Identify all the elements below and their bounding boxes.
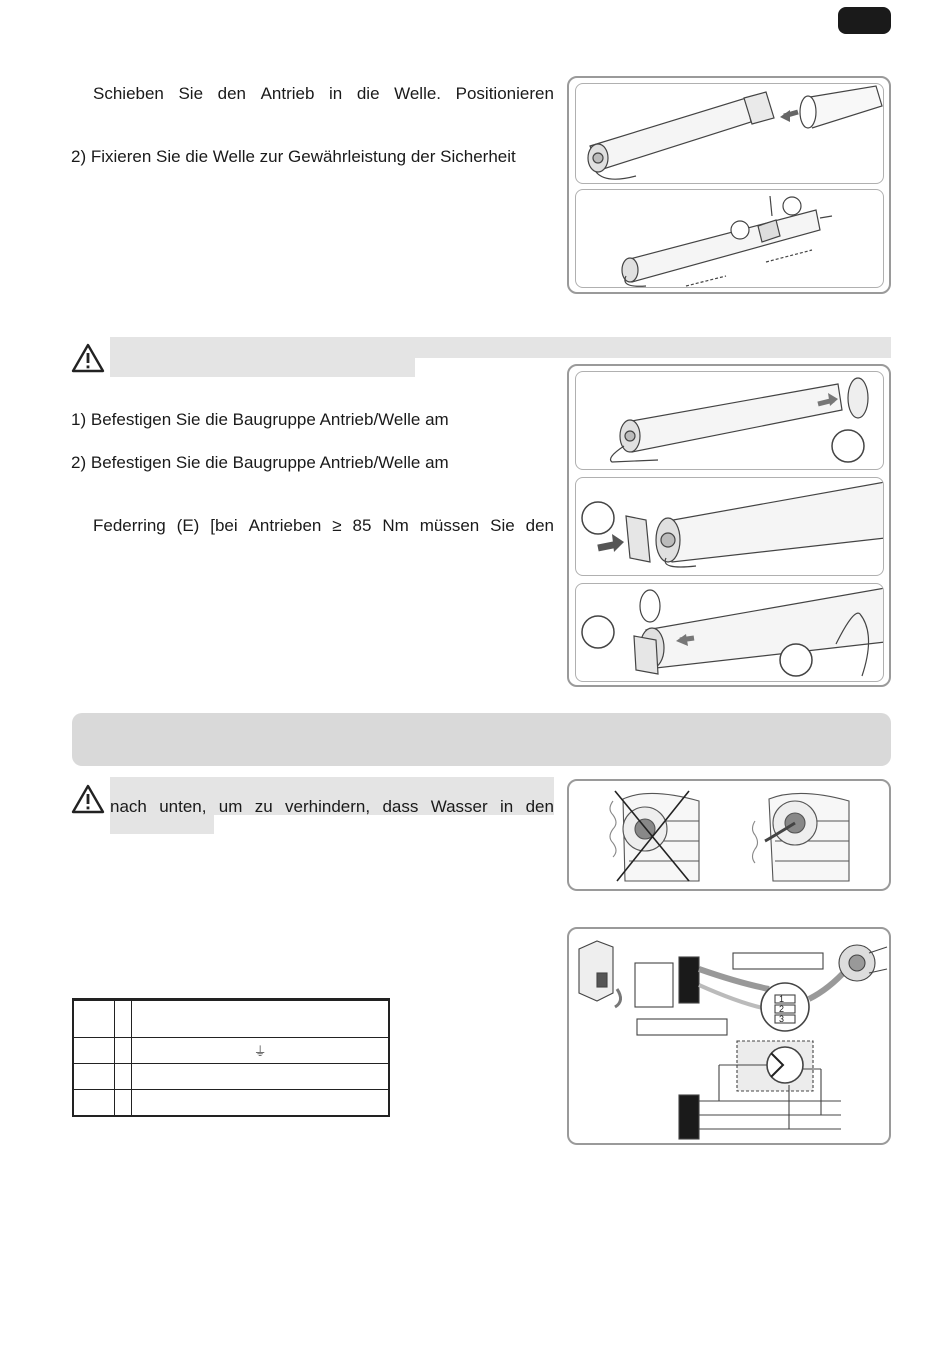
figure-panel-insertion: [567, 76, 891, 294]
word: Federring: [93, 516, 166, 535]
terminal-label: 3: [779, 1014, 785, 1024]
word: Nm: [382, 516, 409, 535]
figure-shaft-fixing: [575, 189, 884, 288]
word: die: [356, 84, 380, 103]
section1-line1: [93, 84, 554, 104]
table-cell: [73, 1000, 114, 1038]
word: Wasser: [430, 797, 488, 816]
word: ≥: [332, 516, 342, 535]
figure-bracket: [575, 477, 884, 576]
word: 85: [352, 516, 372, 535]
section2-line3: [93, 516, 554, 536]
section2-step1-text: Befestigen Sie die Baugruppe Antrieb/Welle am: [90, 410, 449, 429]
terminal-label: 2: [779, 1004, 785, 1014]
word: [bei: [210, 516, 238, 535]
table-row: [73, 1038, 389, 1064]
section1-step2: [71, 147, 516, 167]
word: Antrieben: [248, 516, 322, 535]
end-cap-drawing: [576, 372, 884, 470]
figure-end-cap: [575, 371, 884, 470]
word: um: [218, 797, 243, 816]
section2-step1-number: 1): [71, 410, 87, 429]
motor-insertion-drawing: [576, 84, 884, 184]
ground-symbol-cell: ⏚: [132, 1038, 389, 1064]
figure-panel-cable-orientation: [567, 779, 891, 891]
bracket-drawing: [576, 478, 884, 576]
section1-step2-text: Fixieren Sie die Welle zur Gewährleistung der Sicherheit: [90, 147, 516, 166]
word: nach: [110, 797, 147, 816]
word: dass: [382, 797, 419, 816]
table-cell: [73, 1038, 114, 1064]
figure-motor-insertion: [575, 83, 884, 184]
page-tag: [838, 7, 891, 34]
clip-ring-drawing: [576, 584, 884, 682]
table-cell: [132, 1064, 389, 1090]
cable-orientation-drawing: [569, 781, 889, 889]
warning-icon: [71, 784, 105, 814]
section2-warning-band-tail: [110, 356, 415, 377]
table-row: [73, 1064, 389, 1090]
table-cell: [132, 1090, 389, 1116]
section2-step2-text: Befestigen Sie die Baugruppe Antrieb/Welle am: [90, 453, 449, 472]
table-cell: [114, 1064, 132, 1090]
section2-warning-band: [110, 337, 891, 358]
figure-clip-ring: [575, 583, 884, 682]
wiring-diagram-drawing: [569, 929, 889, 1143]
table-cell: [114, 1090, 132, 1116]
word: in: [329, 84, 343, 103]
section2-step1: [71, 410, 449, 430]
word: Welle.: [394, 84, 442, 103]
word: in: [500, 797, 514, 816]
word: den: [525, 797, 554, 816]
section3-header-bar: [72, 713, 891, 766]
terminal-label: 1: [779, 994, 785, 1004]
figure-panel-wiring: [567, 927, 891, 1145]
table-cell: [73, 1090, 114, 1116]
warning-icon: [71, 343, 105, 373]
section3-warning-line: [110, 797, 554, 817]
wiring-table: [72, 998, 390, 1117]
table-row: [73, 1000, 389, 1038]
section1-step2-number: 2): [71, 147, 87, 166]
word: zu: [254, 797, 273, 816]
table-cell: [114, 1000, 132, 1038]
word: müssen: [419, 516, 480, 535]
word: verhindern,: [285, 797, 371, 816]
section2-step2-number: 2): [71, 453, 87, 472]
table-cell: [114, 1038, 132, 1064]
word: Sie: [490, 516, 515, 535]
word: unten,: [159, 797, 207, 816]
word: Positionieren: [455, 84, 554, 103]
word: (E): [176, 516, 200, 535]
word: Sie: [178, 84, 204, 103]
shaft-fixing-drawing: [576, 190, 884, 288]
word: Schieben: [93, 84, 164, 103]
table-cell: [73, 1064, 114, 1090]
section2-step2: [71, 453, 449, 473]
table-cell: [132, 1000, 389, 1038]
table-row: [73, 1090, 389, 1116]
figure-panel-mounting: [567, 364, 891, 687]
word: Antrieb: [260, 84, 315, 103]
word: den: [217, 84, 246, 103]
word: den: [525, 516, 554, 535]
